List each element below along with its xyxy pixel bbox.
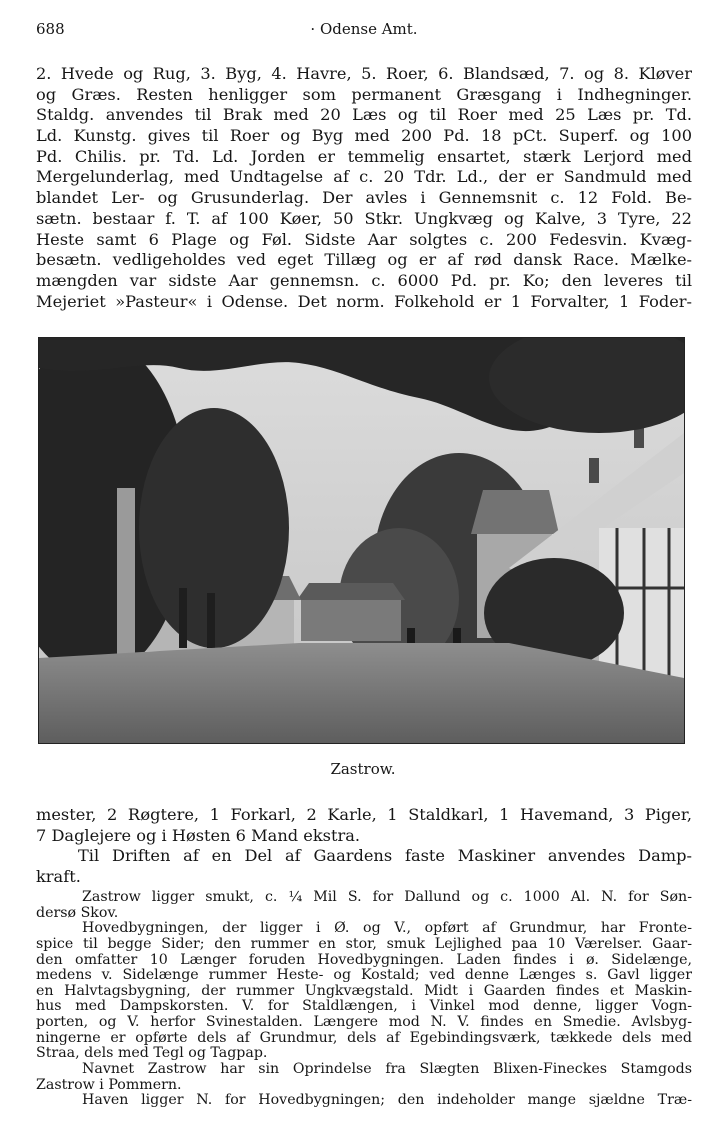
- text-line: Til Driften af en Del af Gaardens faste Maskiner anvendes Damp-: [78, 846, 692, 866]
- text-line: den omfatter 10 Længer foruden Hovedbygningen. Laden findes i ø. Sidelænge,: [36, 952, 692, 968]
- text-line: Heste samt 6 Plage og Føl. Sidste Aar solgtes c. 200 Fedesvin. Kvæg-: [36, 229, 692, 249]
- text-line: Navnet Zastrow har sin Oprindelse fra Slægten Blixen-Fineckes Stamgods: [82, 1062, 692, 1078]
- paragraph-farm-description: [36, 64, 692, 312]
- text-line: medens v. Sidelænge rummer Heste- og Kostald; ved denne Længes s. Gavl ligger: [36, 968, 692, 984]
- text-line: 2. Hvede og Rug, 3. Byg, 4. Havre, 5. Roer, 6. Blandsæd, 7. og 8. Kløver: [36, 64, 692, 83]
- text-line: Straa, dels med Tegl og Tagpap.: [36, 1046, 268, 1062]
- text-line: 7 Daglejere og i Høsten 6 Mand ekstra.: [36, 825, 360, 845]
- running-head: · Odense Amt.: [310, 20, 418, 38]
- text-line: besætn. vedligeholdes ved eget Tillæg og er af rød dansk Race. Mælke-: [36, 250, 692, 270]
- paragraph-staff: [36, 805, 692, 888]
- text-line: ningerne er opførte dels af Grundmur, dels af Egebindingsværk, tækkede dels med: [36, 1030, 692, 1046]
- page-number: 688: [36, 20, 65, 38]
- text-line: en Halvtagsbygning, der rummer Ungkvægstald. Midt i Gaarden findes et Maskin-: [36, 983, 692, 999]
- text-line: Zastrow i Pommern.: [36, 1077, 182, 1093]
- text-line: porten, og V. herfor Svinestalden. Længere mod N. V. findes en Smedie. Avlsbyg-: [36, 1015, 692, 1031]
- text-line: Mergelunderlag, med Undtagelse af c. 20 Tdr. Ld., der er Sandmuld med: [36, 167, 692, 187]
- text-line: spice til begge Sider; den rummer en stor, smuk Lejlighed paa 10 Værelser. Gaar-: [36, 936, 692, 952]
- text-line: Staldg. anvendes til Brak med 20 Læs og til Roer med 25 Læs pr. Td.: [36, 105, 692, 125]
- text-line: og Græs. Resten henligger som permanent Græsgang i Indhegninger.: [36, 84, 692, 104]
- small-print-section: [36, 890, 692, 1109]
- text-line: kraft.: [36, 867, 81, 887]
- page-header: [36, 20, 692, 42]
- text-line: sætn. bestaar f. T. af 100 Køer, 50 Stkr. Ungkvæg og Kalve, 3 Tyre, 22: [36, 208, 692, 228]
- text-line: mængden var sidste Aar gennemsn. c. 6000 Pd. pr. Ko; den leveres til: [36, 270, 692, 290]
- farm-photograph: [38, 337, 685, 744]
- text-line: mester, 2 Røgtere, 1 Forkarl, 2 Karle, 1 Staldkarl, 1 Havemand, 3 Piger,: [36, 805, 692, 824]
- farmyard-photo-illustration: [39, 338, 684, 743]
- text-line: Mejeriet »Pasteur« i Odense. Det norm. Folkehold er 1 Forvalter, 1 Foder-: [36, 291, 692, 311]
- text-line: dersø Skov.: [36, 905, 119, 921]
- figure-caption: Zastrow.: [330, 760, 396, 778]
- text-line: Hovedbygningen, der ligger i Ø. og V., opført af Grundmur, har Fronte-: [82, 921, 692, 937]
- text-line: Haven ligger N. for Hovedbygningen; den indeholder mange sjældne Træ-: [82, 1093, 692, 1109]
- text-line: hus med Dampskorsten. V. for Staldlængen, i Vinkel mod denne, ligger Vogn-: [36, 999, 692, 1015]
- text-line: blandet Ler- og Grusunderlag. Der avles i Gennemsnit c. 12 Fold. Be-: [36, 188, 692, 208]
- text-line: Pd. Chilis. pr. Td. Ld. Jorden er temmelig ensartet, stærk Lerjord med: [36, 146, 692, 166]
- text-line: Ld. Kunstg. gives til Roer og Byg med 200 Pd. 18 pCt. Superf. og 100: [36, 126, 692, 146]
- text-line: Zastrow ligger smukt, c. ¼ Mil S. for Dallund og c. 1000 Al. N. for Søn-: [82, 890, 692, 905]
